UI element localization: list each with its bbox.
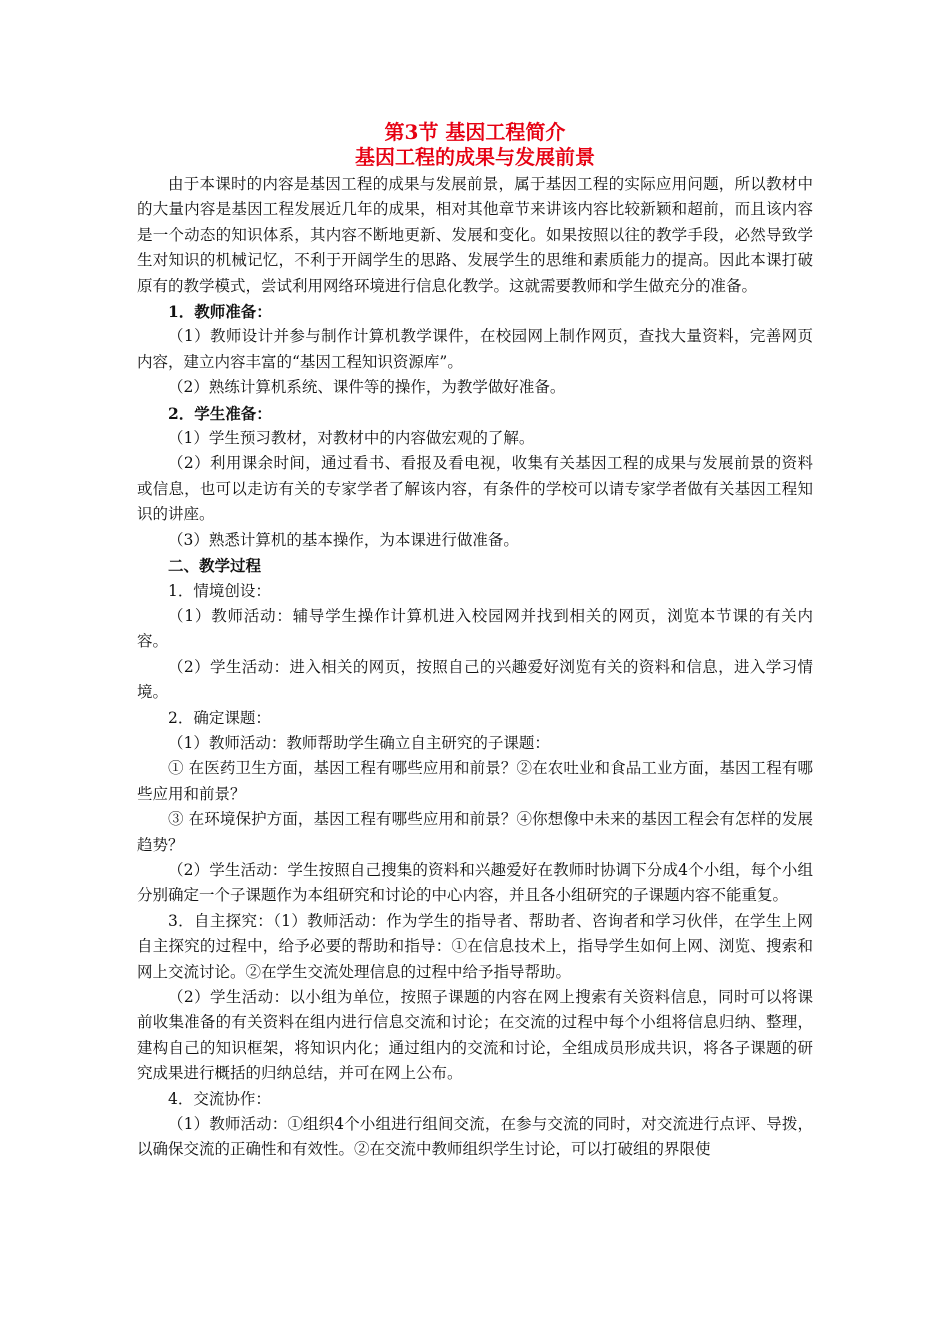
heading-teacher-prep: 1．教师准备： bbox=[168, 302, 272, 322]
paragraph: （2）熟练计算机系统、课件等的操作，为教学做好准备。 bbox=[168, 378, 566, 397]
paragraph: （1）教师设计并参与制作计算机教学课件，在校园网上制作网页，查找大量资料，完善网页内容，建立内容丰富的“基因工程知识资源库”。 bbox=[137, 327, 813, 371]
document-page bbox=[137, 120, 813, 1163]
paragraph: （1）教师活动：辅导学生操作计算机进入校园网并找到相关的网页，浏览本节课的有关内容。 bbox=[137, 606, 813, 651]
paragraph: （1）学生预习教材，对教材中的内容做宏观的了解。 bbox=[168, 429, 535, 448]
paragraph: 2．确定课题： bbox=[168, 708, 271, 727]
paragraph: ③ 在环境保护方面，基因工程有哪些应用和前景？④你想像中未来的基因工程会有怎样的发展趋势？ bbox=[137, 810, 813, 854]
lesson-title: 基因工程的成果与发展前景 bbox=[355, 145, 595, 169]
paragraph: （2）学生活动：进入相关的网页，按照自己的兴趣爱好浏览有关的资料和信息，进入学习情境。 bbox=[137, 657, 813, 702]
heading-student-prep: 2．学生准备： bbox=[168, 403, 272, 423]
paragraph: ① 在医药卫生方面，基因工程有哪些应用和前景？②在农吐业和食品工业方面，基因工程有哪些应用和前景？ bbox=[137, 759, 813, 803]
paragraph: （2）学生活动：学生按照自己搜集的资料和兴趣爱好在教师时协调下分成4个小组，每个小组分别确定一个子课题作为本组研究和讨论的中心内容，并且各小组研究的子课题内容不能重复。 bbox=[137, 860, 813, 905]
paragraph: 4．交流协作： bbox=[168, 1089, 271, 1108]
paragraph: （1）教师活动：①组织4个小组进行组间交流，在参与交流的同时，对交流进行点评、导拨，以确保交流的正确性和有效性。②在交流中教师组织学生讨论，可以打破组的界限使 bbox=[137, 1115, 813, 1159]
paragraph: （2）学生活动：以小组为单位，按照子课题的内容在网上搜索有关资料信息，同时可以将课前收集准备的有关资料在组内进行信息交流和讨论；在交流的过程中每个小组将信息归纳、整理，建构自己的知识框架，将知识内化；通过组内的交流和讨论，全组成员形成共识，将各子课题的研究成果进行概括的归纳总结，并可在网上公布。 bbox=[137, 988, 813, 1083]
paragraph: 3．自主探究：（1）教师活动：作为学生的指导者、帮助者、咨询者和学习伙伴，在学生上网自主探究的过程中，给予必要的帮助和指导：①在信息技术上，指导学生如何上网、浏览、搜索和网上交流讨论。②在学生交流处理信息的过程中给予指导帮助。 bbox=[137, 911, 813, 981]
heading-teaching-process: 二、教学过程 bbox=[168, 556, 262, 576]
paragraph: （3）熟悉计算机的基本操作，为本课进行做准备。 bbox=[168, 530, 519, 549]
intro-paragraph: 由于本课时的内容是基因工程的成果与发展前景，属于基因工程的实际应用问题，所以教材中的大量内容是基因工程发展近几年的成果，相对其他章节来讲该内容比较新颖和超前，而且该内容是一个动态的知识体系，其内容不断地更新、发展和变化。如果按照以往的教学手段，必然导致学生对知识的机械记忆，不利于开阔学生的思路、发展学生的思维和素质能力的提高。因此本课打破原有的教学模式，尝试利用网络环境进行信息化教学。这就需要教师和学生做充分的准备。 bbox=[137, 175, 813, 295]
section-title: 第3节 基因工程简介 bbox=[384, 120, 566, 144]
paragraph: （2）利用课余时间，通过看书、看报及看电视，收集有关基因工程的成果与发展前景的资料或信息，也可以走访有关的专家学者了解该内容，有条件的学校可以请专家学者做有关基因工程知识的讲座。 bbox=[137, 454, 813, 524]
document-body bbox=[137, 172, 813, 1163]
paragraph: 1．情境创设： bbox=[168, 581, 271, 600]
paragraph: （1）教师活动：教师帮助学生确立自主研究的子课题： bbox=[168, 733, 550, 752]
